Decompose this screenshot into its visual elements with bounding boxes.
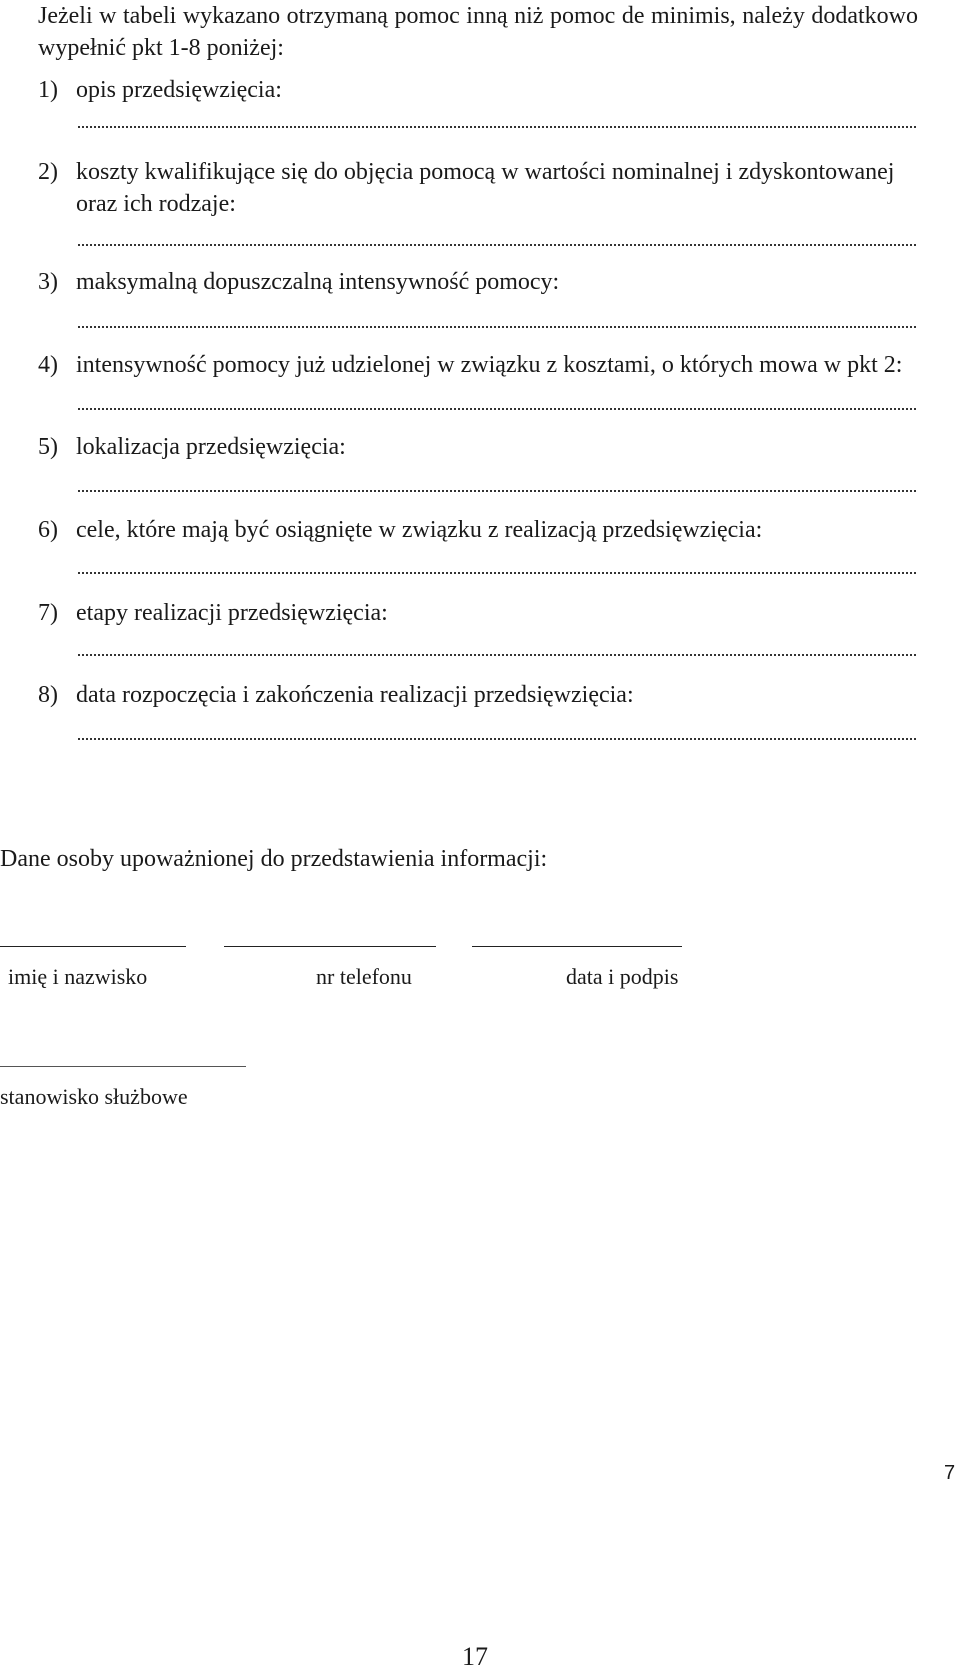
item-4-answer-field[interactable] bbox=[78, 408, 916, 410]
item-4-number: 4) bbox=[38, 352, 58, 378]
date-signature-line[interactable] bbox=[472, 946, 682, 947]
date-signature-label: data i podpis bbox=[566, 964, 679, 989]
item-5 bbox=[38, 431, 918, 463]
item-5-number: 5) bbox=[38, 434, 58, 460]
item-7-number: 7) bbox=[38, 600, 58, 626]
item-6 bbox=[38, 514, 918, 546]
item-3-number: 3) bbox=[38, 269, 58, 295]
position-label: stanowisko służbowe bbox=[0, 1084, 188, 1109]
item-7-label: etapy realizacji przedsięwzięcia: bbox=[76, 600, 388, 626]
item-3-label: maksymalną dopuszczalną intensywność pomocy: bbox=[76, 269, 560, 295]
item-8 bbox=[38, 679, 918, 711]
item-1 bbox=[38, 74, 918, 106]
item-1-label: opis przedsięwzięcia: bbox=[76, 77, 282, 103]
item-7-answer-field[interactable] bbox=[78, 654, 916, 656]
item-2-label: koszty kwalifikujące się do objęcia pomocą w wartości nominalnej i zdyskontowanej oraz ich rodzaje: bbox=[76, 159, 895, 217]
item-4 bbox=[38, 349, 918, 381]
intro-text: Jeżeli w tabeli wykazano otrzymaną pomoc inną niż pomoc de minimis, należy dodatkowo wypełnić pkt 1-8 poniżej: bbox=[38, 3, 918, 61]
item-6-label: cele, które mają być osiągnięte w związku z realizacją przedsięwzięcia: bbox=[76, 517, 763, 543]
item-8-answer-field[interactable] bbox=[78, 738, 916, 740]
item-2 bbox=[38, 156, 918, 220]
item-4-label: intensywność pomocy już udzielonej w związku z kosztami, o których mowa w pkt 2: bbox=[76, 352, 903, 378]
item-2-answer-field[interactable] bbox=[78, 244, 916, 246]
position-signature-line[interactable] bbox=[0, 1066, 246, 1067]
item-6-answer-field[interactable] bbox=[78, 572, 916, 574]
phone-signature-line[interactable] bbox=[224, 946, 436, 947]
phone-label: nr telefonu bbox=[316, 964, 412, 989]
item-8-number: 8) bbox=[38, 682, 58, 708]
authorized-person-heading: Dane osoby upoważnionej do przedstawienia informacji: bbox=[0, 846, 548, 872]
item-2-number: 2) bbox=[38, 159, 58, 185]
item-1-number: 1) bbox=[38, 77, 58, 103]
name-signature-line[interactable] bbox=[0, 946, 186, 947]
item-6-number: 6) bbox=[38, 517, 58, 543]
page-number: 17 bbox=[462, 1642, 488, 1671]
item-3 bbox=[38, 266, 918, 298]
section-page-number: 7 bbox=[944, 1462, 956, 1484]
item-3-answer-field[interactable] bbox=[78, 326, 916, 328]
item-1-answer-field[interactable] bbox=[78, 126, 916, 128]
item-7 bbox=[38, 597, 918, 629]
item-8-label: data rozpoczęcia i zakończenia realizacji przedsięwzięcia: bbox=[76, 682, 634, 708]
name-label: imię i nazwisko bbox=[8, 964, 148, 989]
item-5-answer-field[interactable] bbox=[78, 490, 916, 492]
item-5-label: lokalizacja przedsięwzięcia: bbox=[76, 434, 346, 460]
